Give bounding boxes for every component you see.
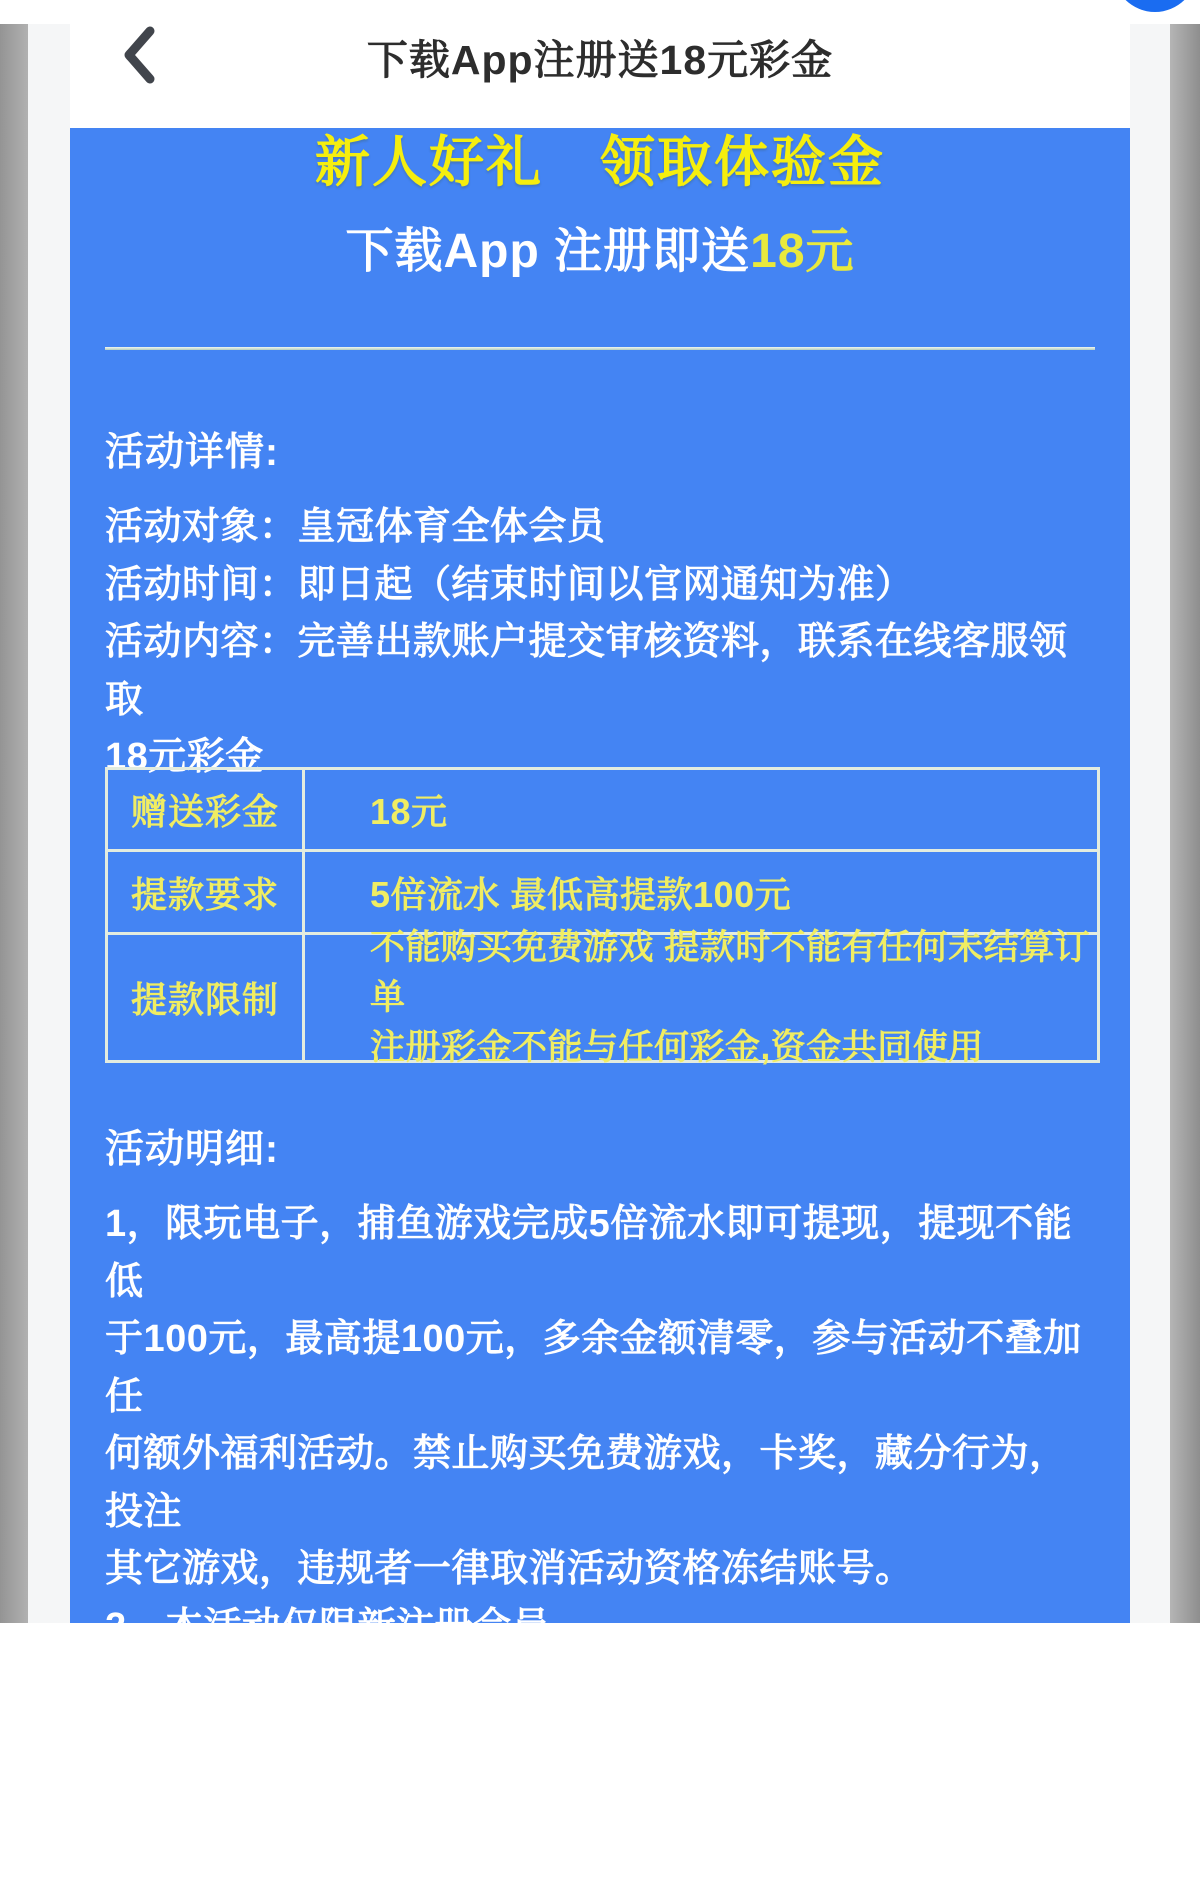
row-value bbox=[305, 927, 1097, 1067]
row-value-line: 注册彩金不能与任何彩金,资金共同使用 bbox=[370, 1027, 984, 1067]
promo-panel bbox=[70, 128, 1130, 1878]
right-inner-rail bbox=[1130, 24, 1170, 1623]
bonus-table bbox=[105, 767, 1100, 1067]
hero-subtitle-highlight: 18元 bbox=[750, 225, 855, 278]
row-value bbox=[305, 770, 1097, 849]
details-heading: 活动详情: bbox=[105, 431, 279, 474]
hero-subtitle bbox=[70, 222, 1130, 281]
section-divider bbox=[105, 347, 1095, 350]
row-label: 赠送彩金 bbox=[108, 770, 305, 849]
hero-subtitle-text: 下载App 注册即送 bbox=[345, 225, 751, 278]
row-value bbox=[305, 852, 1097, 932]
table-row bbox=[108, 849, 1097, 932]
detail-line: 18元彩金 bbox=[105, 736, 264, 778]
detail-line: 活动时间：即日起（结束时间以官网通知为准） bbox=[105, 563, 914, 606]
table-row bbox=[108, 770, 1097, 849]
rule-line: 止。 bbox=[105, 1720, 183, 1763]
row-value-line: 不能购买免费游戏 提款时不能有任何未结算订单 bbox=[370, 927, 1091, 1017]
table-row bbox=[108, 927, 1097, 1067]
rule-line: 2，本活动仅限新注册会员。 bbox=[105, 1605, 589, 1648]
rule-line: 3，每日申请名额仅限88名，按申请顺序派发，当月派完即 bbox=[105, 1663, 1094, 1705]
left-outer-rail bbox=[0, 24, 28, 1623]
rule-line: 何额外福利活动。禁止购买免费游戏，卡奖，藏分行为，投注 bbox=[105, 1433, 1068, 1533]
row-label: 提款要求 bbox=[108, 852, 305, 932]
rule-line: 于100元，最高提100元，多余金额清零，参与活动不叠加任 bbox=[105, 1318, 1082, 1418]
row-label: 提款限制 bbox=[108, 935, 305, 1060]
detail-line: 活动内容：完善出款账户提交审核资料，联系在线客服领取 bbox=[105, 621, 1068, 721]
rule-line: 4，新会员请在注册24小时内申请，在使后不可申请，逾期视 bbox=[105, 1778, 1094, 1878]
page-title: 下载App注册送18元彩金 bbox=[366, 36, 834, 83]
detail-line: 活动对象：皇冠体育全体会员 bbox=[105, 506, 606, 548]
header-bar bbox=[70, 0, 1130, 128]
rule-line: 其它游戏，违规者一律取消活动资格冻结账号。 bbox=[105, 1548, 914, 1590]
row-value-line: 18元 bbox=[370, 791, 448, 832]
hero-title: 新人好礼 领取体验金 bbox=[314, 131, 885, 193]
rule-line: 1，限玩电子，捕鱼游戏完成5倍流水即可提现，提现不能低 bbox=[105, 1203, 1073, 1303]
left-inner-rail bbox=[28, 24, 70, 1623]
details-lines bbox=[105, 499, 1097, 787]
rules-heading: 活动明细: bbox=[105, 1128, 279, 1171]
right-outer-rail bbox=[1170, 24, 1200, 1623]
rules-lines bbox=[105, 1196, 1097, 1886]
row-value-line: 5倍流水 最低高提款100元 bbox=[370, 873, 792, 915]
